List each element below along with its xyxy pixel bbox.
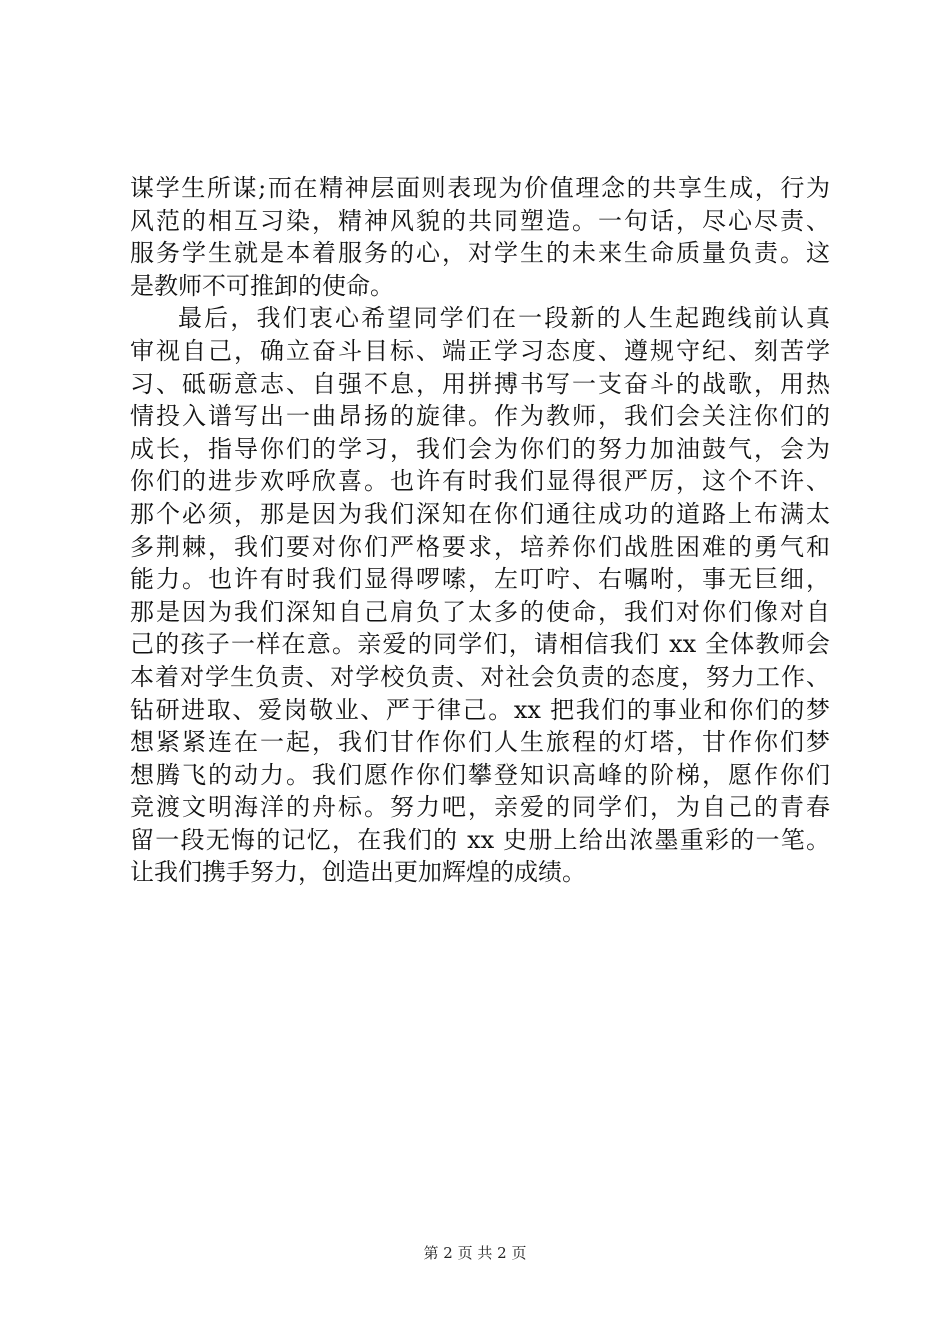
text-line: 多荆棘，我们要对你们严格要求，培养你们战胜困难的勇气和: [130, 532, 830, 561]
text-line: 审视自己，确立奋斗目标、端正学习态度、遵规守纪、刻苦学: [130, 336, 830, 365]
text-line: 想紧紧连在一起，我们甘作你们人生旅程的灯塔，甘作你们梦: [130, 728, 830, 757]
text-line: 谋学生所谋;而在精神层面则表现为价值理念的共享生成，行为: [130, 174, 830, 202]
text-line: 本着对学生负责、对学校负责、对社会负责的态度，努力工作、: [130, 662, 830, 691]
text-line: 是教师不可推卸的使命。: [130, 271, 394, 300]
text-line: 习、砥砺意志、自强不息，用拼搏书写一支奋斗的战歌，用热: [130, 369, 830, 398]
text-line: 服务学生就是本着服务的心，对学生的未来生命质量负责。这: [130, 239, 830, 268]
text-line: 竞渡文明海洋的舟标。努力吧，亲爱的同学们，为自己的青春: [130, 793, 830, 822]
text-line: 己的孩子一样在意。亲爱的同学们，请相信我们 xx 全体教师会: [130, 630, 830, 659]
text-line: 成长，指导你们的学习，我们会为你们的努力加油鼓气，会为: [130, 434, 830, 463]
body-text: [130, 172, 830, 889]
text-line: 留一段无悔的记忆，在我们的 xx 史册上给出浓墨重彩的一笔。: [130, 825, 830, 854]
text-line: 风范的相互习染，精神风貌的共同塑造。一句话，尽心尽责、: [130, 206, 830, 235]
page-footer: 第 2 页 共 2 页: [423, 1244, 527, 1262]
text-line: 那是因为我们深知自己肩负了太多的使命，我们对你们像对自: [130, 597, 830, 626]
text-line: 钻研进取、爱岗敬业、严于律己。xx 把我们的事业和你们的梦: [130, 695, 830, 724]
text-line: 让我们携手努力，创造出更加辉煌的成绩。: [130, 858, 586, 887]
text-line: 那个必须，那是因为我们深知在你们通往成功的道路上布满太: [130, 499, 830, 528]
text-line: 能力。也许有时我们显得啰嗦，左叮咛、右嘱咐，事无巨细，: [130, 565, 830, 594]
text-line: 你们的进步欢呼欣喜。也许有时我们显得很严厉，这个不许、: [130, 467, 830, 496]
text-line: 情投入谱写出一曲昂扬的旋律。作为教师，我们会关注你们的: [130, 402, 830, 431]
paragraph-start-line: 最后，我们衷心希望同学们在一段新的人生起跑线前认真: [178, 304, 830, 333]
text-line: 想腾飞的动力。我们愿作你们攀登知识高峰的阶梯，愿作你们: [130, 760, 830, 789]
